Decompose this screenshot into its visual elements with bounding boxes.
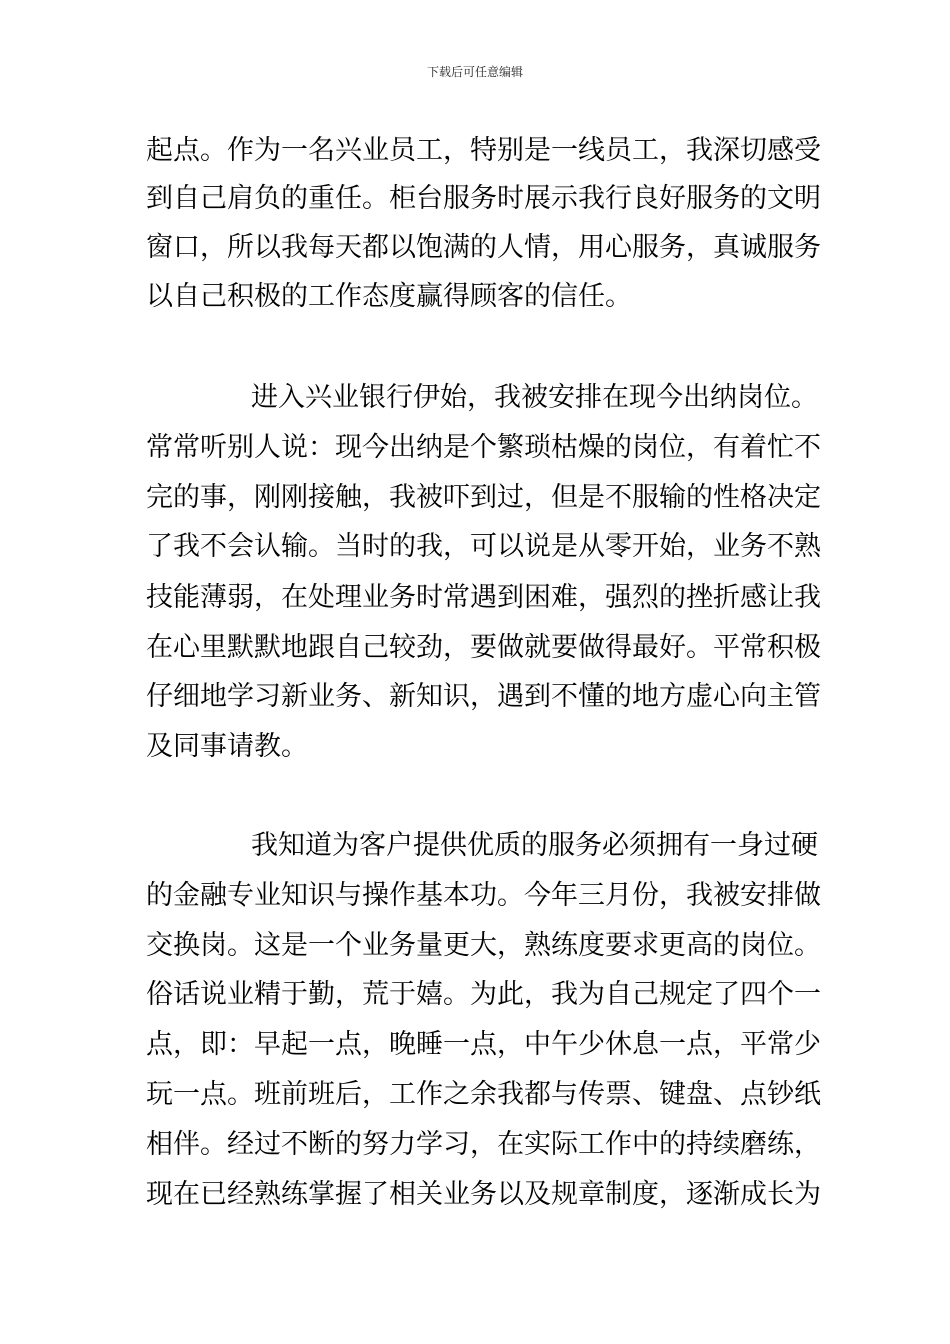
paragraph-2-line-3: 完的事，刚刚接触，我被吓到过，但是不服输的性格决定	[146, 482, 821, 513]
page-header: 下载后可任意编辑	[426, 65, 523, 79]
paragraph-2-line-2: 常常听别人说：现今出纳是个繁琐枯燥的岗位，有着忙不	[146, 432, 821, 463]
paragraph-2-line-4: 了我不会认输。当时的我，可以说是从零开始，业务不熟	[146, 531, 821, 562]
paragraph-1-line-1: 起点。作为一名兴业员工，特别是一线员工，我深切感受	[146, 135, 821, 166]
paragraph-3-line-4: 俗话说业精于勤，荒于嬉。为此，我为自己规定了四个一	[146, 979, 821, 1010]
paragraph-1-line-2: 到自己肩负的重任。柜台服务时展示我行良好服务的文明	[146, 183, 821, 214]
paragraph-2-line-1: 进入兴业银行伊始，我被安排在现今出纳岗位。	[251, 382, 818, 413]
paragraph-2-line-6: 在心里默默地跟自己较劲，要做就要做得最好。平常积极	[146, 632, 821, 663]
paragraph-3-line-8: 现在已经熟练掌握了相关业务以及规章制度，逐渐成长为	[146, 1179, 821, 1210]
paragraph-2-line-7: 仔细地学习新业务、新知识，遇到不懂的地方虚心向主管	[146, 681, 821, 712]
paragraph-3-line-3: 交换岗。这是一个业务量更大，熟练度要求更高的岗位。	[146, 930, 821, 961]
paragraph-2-line-8: 及同事请教。	[146, 731, 308, 762]
paragraph-3-line-7: 相伴。经过不断的努力学习，在实际工作中的持续磨练，	[146, 1129, 821, 1160]
paragraph-3-line-5: 点，即：早起一点，晚睡一点，中午少休息一点，平常少	[146, 1029, 821, 1060]
paragraph-3-line-2: 的金融专业知识与操作基本功。今年三月份，我被安排做	[146, 880, 821, 911]
paragraph-3-line-6: 玩一点。班前班后，工作之余我都与传票、键盘、点钞纸	[146, 1079, 821, 1110]
paragraph-3-line-1: 我知道为客户提供优质的服务必须拥有一身过硬	[251, 830, 818, 861]
paragraph-1-line-3: 窗口，所以我每天都以饱满的人情，用心服务，真诚服务	[146, 232, 821, 263]
paragraph-2-line-5: 技能薄弱，在处理业务时常遇到困难，强烈的挫折感让我	[146, 582, 821, 613]
paragraph-1-line-4: 以自己积极的工作态度赢得顾客的信任。	[146, 281, 632, 312]
